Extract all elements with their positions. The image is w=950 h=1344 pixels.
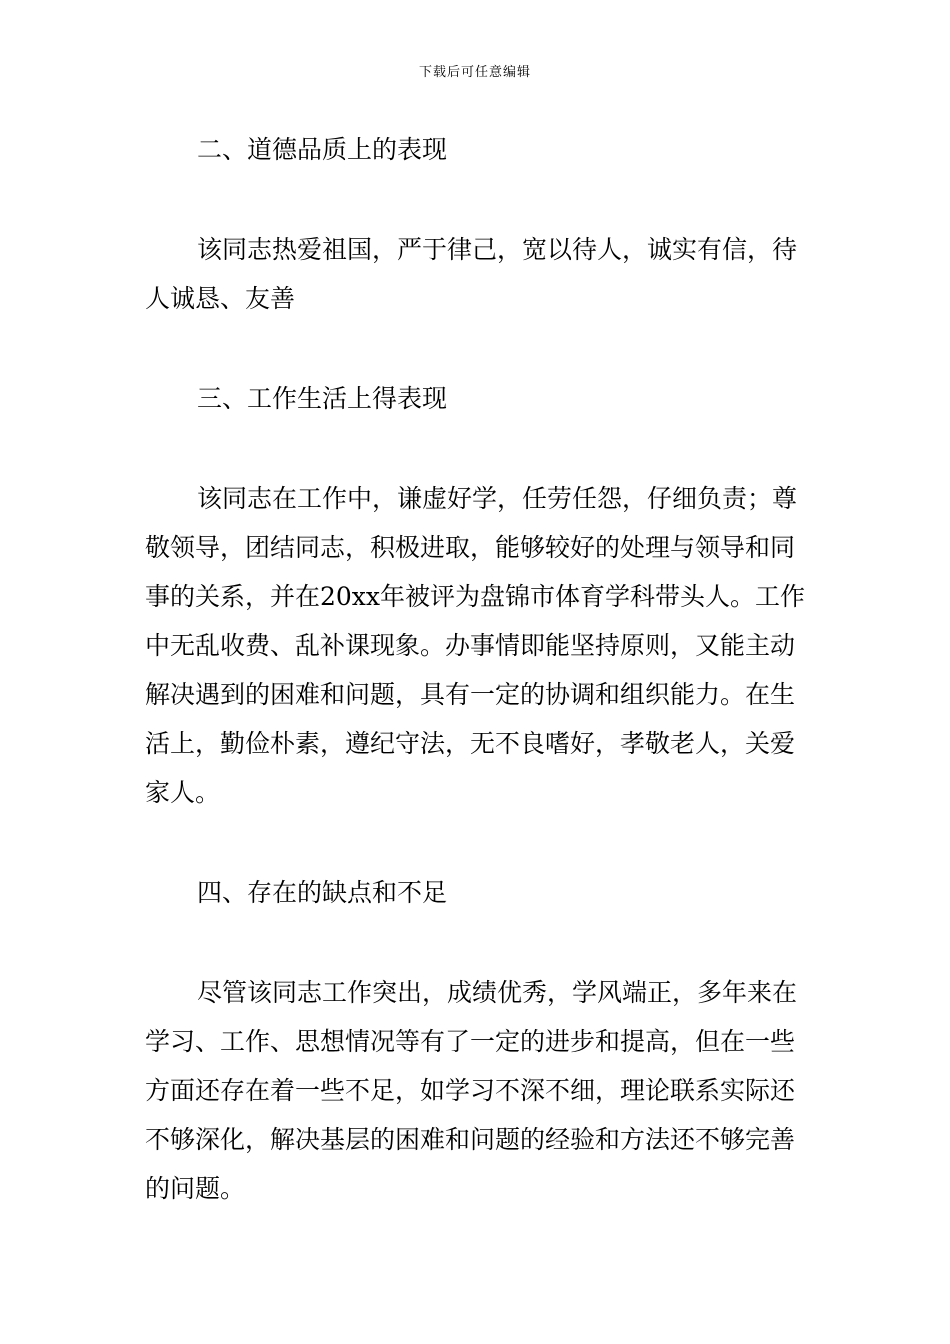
section-paragraph-moral: 该同志热爱祖国，严于律己，宽以待人，诚实有信，待人诚恳、友善 [145, 235, 798, 313]
section-paragraph-work-life: 该同志在工作中，谦虚好学，任劳任怨，仔细负责；尊敬领导，团结同志，积极进取，能够较好的处理与领导和同事的关系，并在20xx年被评为盘锦市体育学科带头人。工作中无乱收费、乱补课现象。办事情即能坚持原则，又能主动解决遇到的困难和问题，具有一定的协调和组织能力。在生活上，勤俭朴素，遵纪守法，无不良嗜好，孝敬老人，关爱家人。 [145, 484, 806, 807]
document-body [145, 125, 815, 1213]
section-heading-moral: 二、道德品质上的表现 [197, 135, 448, 164]
section-heading-work-life: 三、工作生活上得表现 [197, 384, 448, 413]
section-heading-shortcomings: 四、存在的缺点和不足 [197, 878, 448, 907]
section-paragraph-shortcomings: 尽管该同志工作突出，成绩优秀，学风端正，多年来在学习、工作、思想情况等有了一定的进步和提高，但在一些方面还存在着一些不足，如学习不深不细，理论联系实际还不够深化，解决基层的困难和问题的经验和方法还不够完善的问题。 [145, 978, 798, 1203]
header-note: 下载后可任意编辑 [418, 65, 531, 80]
